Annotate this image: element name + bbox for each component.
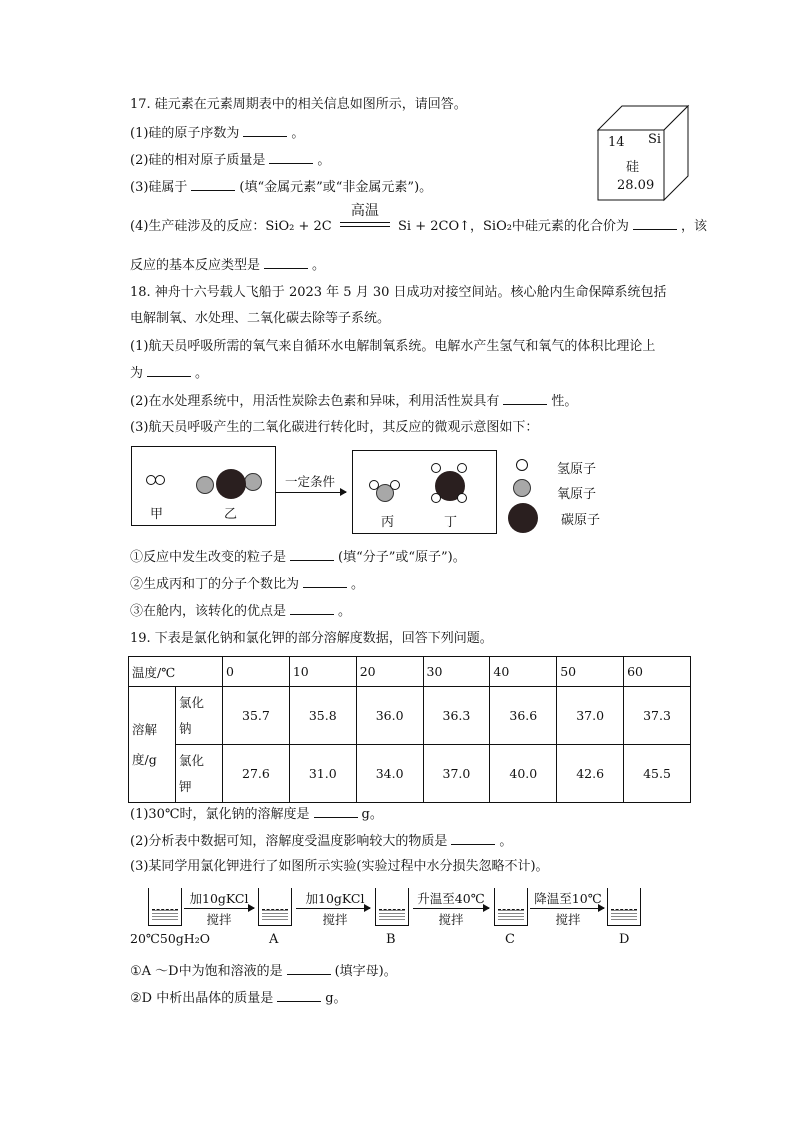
condition-text: 高温 <box>350 203 379 219</box>
q17-part3-hint: (填“金属元素”或“非金属元素”)。 <box>239 180 433 195</box>
answer-blank[interactable] <box>451 832 495 845</box>
end-mark: 。 <box>338 604 352 619</box>
substance-nacl <box>176 687 223 745</box>
temp-cell: 60 <box>624 657 691 687</box>
q17-part1-text: (1)硅的原子序数为 <box>130 126 240 141</box>
products-box <box>352 450 497 534</box>
step3-top: 升温至40℃ <box>417 891 485 906</box>
solubility-label <box>129 687 176 803</box>
end-mark: 。 <box>499 834 513 849</box>
q17-stem: 17. 硅元素在元素周期表中的相关信息如图所示，请回答。 <box>130 97 467 112</box>
hydrogen-atom <box>155 475 165 485</box>
q19-part1-unit: g。 <box>361 807 383 822</box>
end-mark: 。 <box>351 577 365 592</box>
q19-sub2-unit: g。 <box>325 991 347 1006</box>
q19-part3: (3)某同学用氯化钾进行了如图所示实验(实验过程中水分损失忽略不计)。 <box>130 859 549 874</box>
q19-sub2-text: ②D 中析出晶体的质量是 <box>130 991 274 1006</box>
hydrogen-atom <box>431 463 441 473</box>
q17-part4-text-c: ，该 <box>680 219 707 234</box>
q19-sub2 <box>130 989 347 1008</box>
q17-part2 <box>130 151 330 170</box>
beaker-b <box>375 888 409 926</box>
beaker-d <box>607 888 641 926</box>
q19-part1-text: (1)30℃时，氯化钠的溶解度是 <box>130 807 310 822</box>
table-row-kcl <box>129 745 691 803</box>
hydrogen-atom <box>431 493 441 503</box>
hydrogen-atom <box>457 463 467 473</box>
answer-blank[interactable] <box>243 124 287 137</box>
oxygen-atom <box>196 476 214 494</box>
end-mark: 。 <box>195 366 209 381</box>
q19-part1 <box>130 805 383 824</box>
q19-part2 <box>130 832 512 851</box>
q18-sub1 <box>130 548 466 567</box>
q18-part1-b <box>130 364 208 383</box>
value-cell: 36.3 <box>423 687 490 745</box>
step3-bottom: 搅拌 <box>438 912 464 927</box>
answer-blank[interactable] <box>290 602 334 615</box>
reaction-condition-label: 一定条件 <box>284 474 335 489</box>
label-bing: 丙 <box>381 515 395 530</box>
q17-part3 <box>130 178 432 197</box>
label-c: C <box>505 932 515 947</box>
end-mark: 。 <box>291 126 305 141</box>
start-condition: 20℃50gH₂O <box>130 931 210 946</box>
legend-hydrogen-label: 氢原子 <box>557 462 597 477</box>
q17-part2-text: (2)硅的相对原子质量是 <box>130 153 266 168</box>
hydrogen-atom <box>457 493 467 503</box>
solubility-label-2: 度/g <box>132 751 157 767</box>
atomic-number: 14 <box>608 135 625 150</box>
step3-arrow <box>413 908 489 909</box>
legend-oxygen-label: 氧原子 <box>557 487 597 502</box>
step1-bottom: 搅拌 <box>206 912 232 927</box>
temp-cell: 30 <box>423 657 490 687</box>
value-cell: 35.8 <box>289 687 356 745</box>
q18-sub3 <box>130 602 351 621</box>
temp-cell: 40 <box>490 657 557 687</box>
value-cell: 34.0 <box>356 745 423 803</box>
step2-top: 加10gKCl <box>305 891 365 906</box>
value-cell: 40.0 <box>490 745 557 803</box>
q19-stem: 19. 下表是氯化钠和氯化钾的部分溶解度数据，回答下列问题。 <box>130 631 493 646</box>
value-cell: 27.6 <box>223 745 290 803</box>
q19-sub1 <box>130 962 397 981</box>
solubility-label-1: 溶解 <box>132 721 158 737</box>
q18-sub2-text: ②生成丙和丁的分子个数比为 <box>130 577 300 592</box>
answer-blank[interactable] <box>287 962 331 975</box>
q18-sub1-text: ①反应中发生改变的粒子是 <box>130 550 287 565</box>
temp-cell: 50 <box>557 657 624 687</box>
q18-sub3-text: ③在舱内，该转化的优点是 <box>130 604 287 619</box>
answer-blank[interactable] <box>633 217 677 230</box>
value-cell: 36.0 <box>356 687 423 745</box>
carbon-atom <box>216 469 246 499</box>
q18-stem-1: 18. 神舟十六号载人飞船于 2023 年 5 月 30 日成功对接空间站。核心舱内生命保障系统包括 <box>130 285 667 300</box>
reaction-arrow <box>276 492 346 493</box>
step1-top: 加10gKCl <box>189 891 249 906</box>
q17-part4-text-b: Si + 2CO↑，SiO₂中硅元素的化合价为 <box>398 219 629 234</box>
q18-sub2 <box>130 575 364 594</box>
substance-kcl <box>176 745 223 803</box>
answer-blank[interactable] <box>191 178 235 191</box>
substance-nacl-1: 氯化 <box>179 694 205 710</box>
liquid <box>152 909 178 922</box>
answer-blank[interactable] <box>314 805 358 818</box>
value-cell: 37.3 <box>624 687 691 745</box>
label-a: A <box>269 932 279 947</box>
table-row-nacl <box>129 687 691 745</box>
q18-part3: (3)航天员呼吸产生的二氧化碳进行转化时，其反应的微观示意图如下： <box>130 420 539 435</box>
q18-part1-a: (1)航天员呼吸所需的氧气来自循环水电解制氧系统。电解水产生氢气和氧气的体积比理论上 <box>130 339 656 354</box>
step4-top: 降温至10℃ <box>534 891 602 906</box>
label-yi: 乙 <box>224 507 238 522</box>
answer-blank[interactable] <box>264 256 308 269</box>
beaker-c <box>494 888 528 926</box>
value-cell: 45.5 <box>624 745 691 803</box>
value-cell: 42.6 <box>557 745 624 803</box>
reaction-condition <box>340 203 390 236</box>
temp-cell: 0 <box>223 657 290 687</box>
element-symbol: Si <box>648 132 662 147</box>
q18-sub1-hint: (填“分子”或“原子”)。 <box>338 550 466 565</box>
end-mark: 。 <box>317 153 331 168</box>
equal-line-bottom <box>340 226 390 227</box>
beaker-start <box>148 888 182 926</box>
q17-part5 <box>130 256 325 275</box>
temp-header: 温度/℃ <box>129 657 223 687</box>
substance-kcl-1: 氯化 <box>179 752 205 768</box>
substance-nacl-2: 钠 <box>179 720 192 736</box>
answer-blank[interactable] <box>277 989 321 1002</box>
step1-arrow <box>184 908 254 909</box>
value-cell: 36.6 <box>490 687 557 745</box>
value-cell: 31.0 <box>289 745 356 803</box>
q17-part5-text: 反应的基本反应类型是 <box>130 258 261 273</box>
temp-cell: 20 <box>356 657 423 687</box>
substance-kcl-2: 钾 <box>179 778 192 794</box>
liquid <box>611 909 637 922</box>
label-ding: 丁 <box>444 515 458 530</box>
q17-part3-text: (3)硅属于 <box>130 180 188 195</box>
legend-carbon-label: 碳原子 <box>561 513 601 528</box>
answer-blank[interactable] <box>147 364 191 377</box>
legend-oxygen-icon <box>513 479 531 497</box>
label-b: B <box>386 932 396 947</box>
label-d: D <box>619 932 630 947</box>
element-name: 硅 <box>626 160 640 175</box>
q17-part4-text-a: (4)生产硅涉及的反应：SiO₂ + 2C <box>130 219 332 234</box>
q17-part1 <box>130 124 304 143</box>
legend-carbon-icon <box>508 503 538 533</box>
q19-part2-text: (2)分析表中数据可知，溶解度受温度影响较大的物质是 <box>130 834 448 849</box>
q17-part4 <box>130 203 707 236</box>
liquid <box>498 909 524 922</box>
q19-sub1-hint: (填字母)。 <box>334 964 397 979</box>
liquid <box>262 909 288 922</box>
step4-arrow <box>530 908 604 909</box>
answer-blank[interactable] <box>303 575 347 588</box>
step2-arrow <box>296 908 370 909</box>
oxygen-atom <box>244 473 262 491</box>
answer-blank[interactable] <box>269 151 313 164</box>
step4-bottom: 搅拌 <box>555 912 581 927</box>
table-row-temps <box>129 657 691 687</box>
answer-blank[interactable] <box>503 392 547 405</box>
q18-part2-text: (2)在水处理系统中，用活性炭除去色素和异味，利用活性炭具有 <box>130 394 500 409</box>
value-cell: 37.0 <box>423 745 490 803</box>
value-cell: 35.7 <box>223 687 290 745</box>
value-cell: 37.0 <box>557 687 624 745</box>
solubility-table <box>128 656 691 803</box>
step2-bottom: 搅拌 <box>322 912 348 927</box>
legend-hydrogen-icon <box>516 459 528 471</box>
q18-stem-2: 电解制氧、水处理、二氧化碳去除等子系统。 <box>130 311 391 326</box>
hydrogen-atom <box>369 480 379 490</box>
liquid <box>379 909 405 922</box>
end-mark: 。 <box>312 258 326 273</box>
reactants-box <box>131 446 276 526</box>
temp-cell: 10 <box>289 657 356 687</box>
atomic-mass: 28.09 <box>617 178 655 193</box>
q18-part2-tail: 性。 <box>551 394 578 409</box>
q18-part2 <box>130 392 577 411</box>
hydrogen-atom <box>390 480 400 490</box>
beaker-a <box>258 888 292 926</box>
q18-part1-text: 为 <box>130 366 144 381</box>
q19-sub1-text: ①A ～D中为饱和溶液的是 <box>130 964 283 979</box>
equal-line-top <box>340 222 390 223</box>
label-jia: 甲 <box>150 507 164 522</box>
answer-blank[interactable] <box>290 548 334 561</box>
